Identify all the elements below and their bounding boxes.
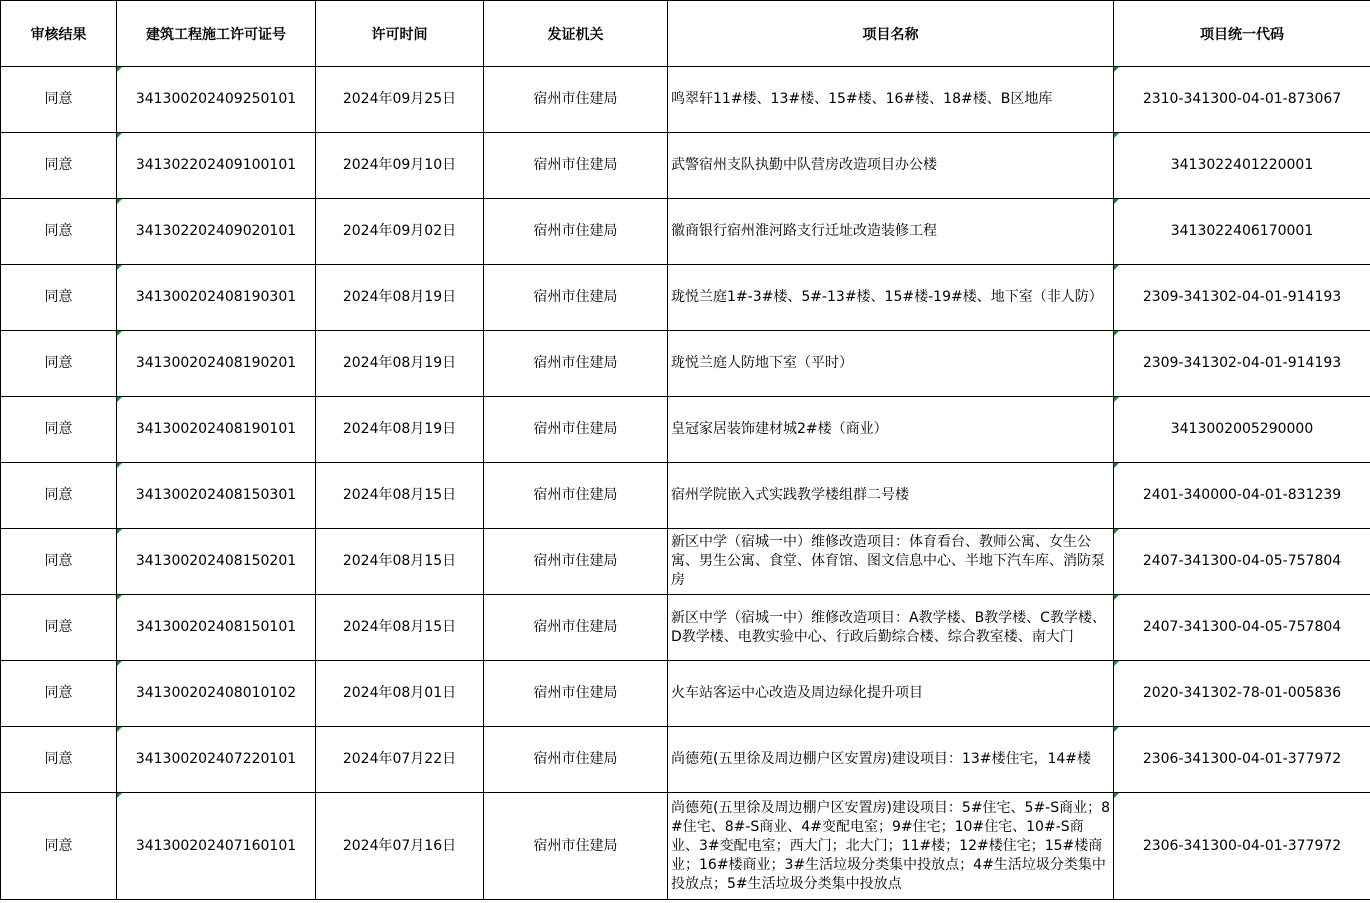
cell-authority[interactable]: 宿州市住建局 xyxy=(484,331,668,397)
cell-project-code[interactable]: 3413002005290000 xyxy=(1114,397,1370,463)
cell-project-code[interactable]: 2407-341300-04-05-757804 xyxy=(1114,529,1370,595)
cell-result[interactable]: 同意 xyxy=(1,133,117,199)
header-row xyxy=(1,1,1370,67)
cell-project-name[interactable]: 新区中学（宿城一中）维修改造项目：A教学楼、B教学楼、C教学楼、D教学楼、电教实验中心、行政后勤综合楼、综合教室楼、南大门 xyxy=(668,595,1114,661)
header-result[interactable]: 审核结果 xyxy=(1,1,117,67)
table-row xyxy=(1,67,1370,133)
table-row xyxy=(1,265,1370,331)
table-row xyxy=(1,661,1370,727)
cell-project-name[interactable]: 鸣翠轩11#楼、13#楼、15#楼、16#楼、18#楼、B区地库 xyxy=(668,67,1114,133)
header-authority[interactable]: 发证机关 xyxy=(484,1,668,67)
header-date[interactable]: 许可时间 xyxy=(316,1,484,67)
cell-permit-no[interactable]: 341302202409100101 xyxy=(117,133,316,199)
cell-project-code[interactable]: 3413022401220001 xyxy=(1114,133,1370,199)
cell-result[interactable]: 同意 xyxy=(1,595,117,661)
cell-project-name[interactable]: 宿州学院嵌入式实践教学楼组群二号楼 xyxy=(668,463,1114,529)
cell-authority[interactable]: 宿州市住建局 xyxy=(484,199,668,265)
header-project-name[interactable]: 项目名称 xyxy=(668,1,1114,67)
cell-permit-no[interactable]: 341300202408150201 xyxy=(117,529,316,595)
cell-project-code[interactable]: 2309-341302-04-01-914193 xyxy=(1114,265,1370,331)
cell-project-code[interactable]: 3413022406170001 xyxy=(1114,199,1370,265)
cell-permit-no[interactable]: 341300202409250101 xyxy=(117,67,316,133)
cell-date[interactable]: 2024年08月15日 xyxy=(316,529,484,595)
cell-authority[interactable]: 宿州市住建局 xyxy=(484,265,668,331)
cell-date[interactable]: 2024年09月02日 xyxy=(316,199,484,265)
cell-project-code[interactable]: 2020-341302-78-01-005836 xyxy=(1114,661,1370,727)
cell-project-name[interactable]: 皇冠家居装饰建材城2#楼（商业） xyxy=(668,397,1114,463)
cell-permit-no[interactable]: 341300202408150301 xyxy=(117,463,316,529)
cell-permit-no[interactable]: 341300202408190101 xyxy=(117,397,316,463)
table-row xyxy=(1,529,1370,595)
cell-date[interactable]: 2024年08月15日 xyxy=(316,595,484,661)
cell-date[interactable]: 2024年08月15日 xyxy=(316,463,484,529)
table-row xyxy=(1,133,1370,199)
cell-date[interactable]: 2024年08月19日 xyxy=(316,265,484,331)
cell-authority[interactable]: 宿州市住建局 xyxy=(484,529,668,595)
table-row xyxy=(1,463,1370,529)
cell-project-code[interactable]: 2306-341300-04-01-377972 xyxy=(1114,727,1370,793)
cell-project-name[interactable]: 火车站客运中心改造及周边绿化提升项目 xyxy=(668,661,1114,727)
cell-authority[interactable]: 宿州市住建局 xyxy=(484,463,668,529)
cell-authority[interactable]: 宿州市住建局 xyxy=(484,793,668,900)
cell-authority[interactable]: 宿州市住建局 xyxy=(484,133,668,199)
cell-authority[interactable]: 宿州市住建局 xyxy=(484,727,668,793)
cell-project-name[interactable]: 尚德苑(五里徐及周边棚户区安置房)建设项目：13#楼住宅，14#楼 xyxy=(668,727,1114,793)
cell-project-code[interactable]: 2407-341300-04-05-757804 xyxy=(1114,595,1370,661)
cell-date[interactable]: 2024年07月16日 xyxy=(316,793,484,900)
cell-date[interactable]: 2024年08月19日 xyxy=(316,331,484,397)
cell-project-code[interactable]: 2310-341300-04-01-873067 xyxy=(1114,67,1370,133)
cell-date[interactable]: 2024年08月19日 xyxy=(316,397,484,463)
cell-result[interactable]: 同意 xyxy=(1,661,117,727)
cell-permit-no[interactable]: 341300202408190301 xyxy=(117,265,316,331)
cell-result[interactable]: 同意 xyxy=(1,67,117,133)
cell-result[interactable]: 同意 xyxy=(1,727,117,793)
cell-permit-no[interactable]: 341300202408190201 xyxy=(117,331,316,397)
table-row xyxy=(1,397,1370,463)
cell-result[interactable]: 同意 xyxy=(1,793,117,900)
cell-result[interactable]: 同意 xyxy=(1,265,117,331)
table-row xyxy=(1,595,1370,661)
cell-authority[interactable]: 宿州市住建局 xyxy=(484,595,668,661)
cell-result[interactable]: 同意 xyxy=(1,199,117,265)
cell-project-code[interactable]: 2309-341302-04-01-914193 xyxy=(1114,331,1370,397)
cell-permit-no[interactable]: 341302202409020101 xyxy=(117,199,316,265)
cell-date[interactable]: 2024年07月22日 xyxy=(316,727,484,793)
cell-date[interactable]: 2024年09月10日 xyxy=(316,133,484,199)
cell-project-code[interactable]: 2401-340000-04-01-831239 xyxy=(1114,463,1370,529)
cell-result[interactable]: 同意 xyxy=(1,331,117,397)
cell-project-name[interactable]: 徽商银行宿州淮河路支行迁址改造装修工程 xyxy=(668,199,1114,265)
table-row xyxy=(1,727,1370,793)
cell-project-name[interactable]: 尚德苑(五里徐及周边棚户区安置房)建设项目：5#住宅、5#-S商业；8#住宅、8#-S商业、4#变配电室；9#住宅；10#住宅、10#-S商业、3#变配电室；西大门；北大门；11#楼；12#楼住宅；15#楼商业；16#楼商业；3#生活垃圾分类集中投放点；4#生活垃圾分类集中投放点；5#生活垃圾分类集中投放点 xyxy=(668,793,1114,900)
header-project-code[interactable]: 项目统一代码 xyxy=(1114,1,1370,67)
cell-permit-no[interactable]: 341300202408010102 xyxy=(117,661,316,727)
cell-permit-no[interactable]: 341300202407220101 xyxy=(117,727,316,793)
cell-project-name[interactable]: 新区中学（宿城一中）维修改造项目：体育看台、教师公寓、女生公寓、男生公寓、食堂、体育馆、图文信息中心、半地下汽车库、消防泵房 xyxy=(668,529,1114,595)
cell-authority[interactable]: 宿州市住建局 xyxy=(484,67,668,133)
cell-result[interactable]: 同意 xyxy=(1,529,117,595)
cell-project-name[interactable]: 珑悦兰庭人防地下室（平时） xyxy=(668,331,1114,397)
table-row xyxy=(1,331,1370,397)
cell-project-name[interactable]: 武警宿州支队执勤中队营房改造项目办公楼 xyxy=(668,133,1114,199)
cell-result[interactable]: 同意 xyxy=(1,463,117,529)
table-row xyxy=(1,199,1370,265)
cell-project-code[interactable]: 2306-341300-04-01-377972 xyxy=(1114,793,1370,900)
cell-permit-no[interactable]: 341300202408150101 xyxy=(117,595,316,661)
cell-permit-no[interactable]: 341300202407160101 xyxy=(117,793,316,900)
cell-authority[interactable]: 宿州市住建局 xyxy=(484,397,668,463)
cell-date[interactable]: 2024年09月25日 xyxy=(316,67,484,133)
header-permit-no[interactable]: 建筑工程施工许可证号 xyxy=(117,1,316,67)
cell-date[interactable]: 2024年08月01日 xyxy=(316,661,484,727)
cell-result[interactable]: 同意 xyxy=(1,397,117,463)
cell-authority[interactable]: 宿州市住建局 xyxy=(484,661,668,727)
table-row xyxy=(1,793,1370,900)
cell-project-name[interactable]: 珑悦兰庭1#-3#楼、5#-13#楼、15#楼-19#楼、地下室（非人防） xyxy=(668,265,1114,331)
